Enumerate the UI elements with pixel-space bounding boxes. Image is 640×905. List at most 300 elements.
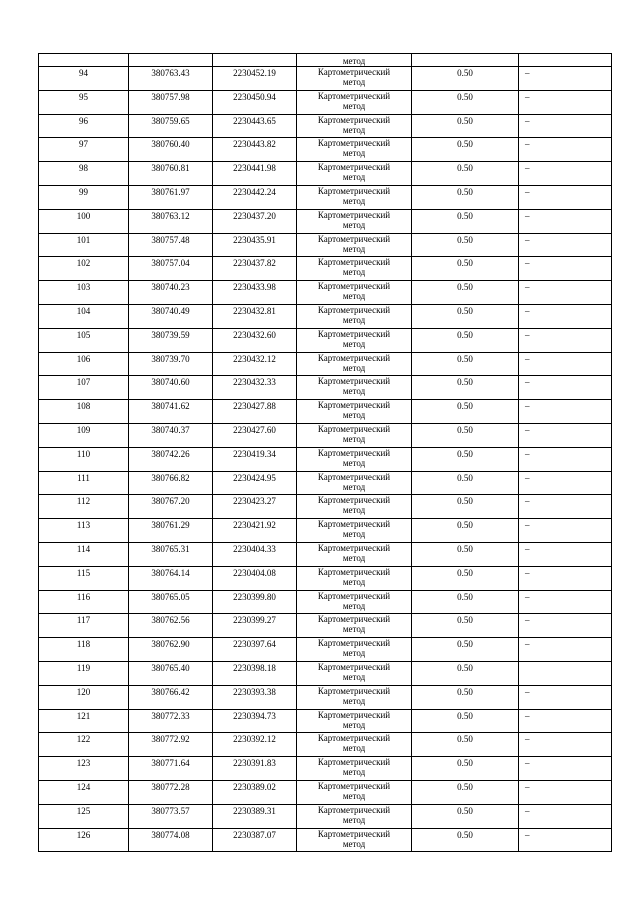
cell-method xyxy=(297,590,412,614)
method-text-line: метод xyxy=(342,838,366,849)
cell-y-coordinate: 2230442.24 xyxy=(213,185,297,209)
cell-x-coordinate: 380757.98 xyxy=(129,90,213,114)
cell-note: – xyxy=(519,423,612,447)
table-row xyxy=(39,257,612,281)
cell-x-coordinate: 380740.60 xyxy=(129,376,213,400)
cell-y-coordinate: 2230450.94 xyxy=(213,90,297,114)
method-text-line: метод xyxy=(342,410,366,421)
cell-point-number: 96 xyxy=(39,114,129,138)
method-text-line: метод xyxy=(342,314,366,325)
method-text-line: Картометрический xyxy=(317,757,391,768)
cell-x-coordinate: 380763.43 xyxy=(129,67,213,91)
cell-method xyxy=(297,90,412,114)
cell-x-coordinate: 380765.31 xyxy=(129,542,213,566)
cell-note: – xyxy=(519,281,612,305)
cell-method xyxy=(297,114,412,138)
cell-x-coordinate: 380740.37 xyxy=(129,423,213,447)
cell-point-number: 109 xyxy=(39,423,129,447)
method-text-line: метод xyxy=(342,386,366,397)
method-text-line: метод xyxy=(342,719,366,730)
cell-method xyxy=(297,733,412,757)
cell-point-number: 126 xyxy=(39,828,129,852)
cell-note: – xyxy=(519,709,612,733)
cell-accuracy: 0.50 xyxy=(412,138,519,162)
cell-y-coordinate: 2230399.80 xyxy=(213,590,297,614)
cell-point-number: 100 xyxy=(39,209,129,233)
cell-accuracy: 0.50 xyxy=(412,67,519,91)
cell-accuracy: 0.50 xyxy=(412,257,519,281)
cell-accuracy: 0.50 xyxy=(412,733,519,757)
cell-accuracy: 0.50 xyxy=(412,400,519,424)
method-text-line: метод xyxy=(342,291,366,302)
cell-note: – xyxy=(519,757,612,781)
cell-y-coordinate: 2230437.82 xyxy=(213,257,297,281)
cell-point-number: 98 xyxy=(39,162,129,186)
method-text-line: метод xyxy=(342,433,366,444)
table-row xyxy=(39,828,612,852)
cell-point-number: 118 xyxy=(39,638,129,662)
cell-y-coordinate: 2230427.60 xyxy=(213,423,297,447)
cell-point-number: 108 xyxy=(39,400,129,424)
method-text-line: метод xyxy=(342,695,366,706)
cell-accuracy xyxy=(412,54,519,67)
cell-y-coordinate: 2230435.91 xyxy=(213,233,297,257)
method-text-line: Картометрический xyxy=(317,542,391,553)
cell-method xyxy=(297,709,412,733)
cell-y-coordinate: 2230443.65 xyxy=(213,114,297,138)
table-row xyxy=(39,661,612,685)
cell-y-coordinate: 2230389.02 xyxy=(213,780,297,804)
table-row xyxy=(39,590,612,614)
cell-y-coordinate: 2230397.64 xyxy=(213,638,297,662)
cell-point-number: 117 xyxy=(39,614,129,638)
cell-note: – xyxy=(519,257,612,281)
cell-accuracy: 0.50 xyxy=(412,685,519,709)
cell-point-number: 111 xyxy=(39,471,129,495)
cell-method xyxy=(297,233,412,257)
cell-point-number: 116 xyxy=(39,590,129,614)
cell-method xyxy=(297,495,412,519)
cell-accuracy: 0.50 xyxy=(412,542,519,566)
table-row xyxy=(39,804,612,828)
method-text-line: Картометрический xyxy=(317,114,391,125)
cell-note: – xyxy=(519,685,612,709)
method-text-line: метод xyxy=(342,338,366,349)
cell-note: – xyxy=(519,590,612,614)
cell-x-coordinate: 380772.33 xyxy=(129,709,213,733)
method-text-line: метод xyxy=(342,172,366,183)
cell-x-coordinate: 380773.57 xyxy=(129,804,213,828)
cell-y-coordinate: 2230432.12 xyxy=(213,352,297,376)
table-row xyxy=(39,67,612,91)
cell-point-number: 107 xyxy=(39,376,129,400)
method-text-line: метод xyxy=(342,195,366,206)
cell-point-number: 103 xyxy=(39,281,129,305)
method-text-line: метод xyxy=(342,600,366,611)
cell-accuracy: 0.50 xyxy=(412,638,519,662)
method-text-line: метод xyxy=(342,124,366,135)
coordinates-table xyxy=(38,53,612,852)
table-row xyxy=(39,566,612,590)
table-row xyxy=(39,114,612,138)
cell-y-coordinate: 2230394.73 xyxy=(213,709,297,733)
method-text-line: метод xyxy=(342,243,366,254)
cell-method xyxy=(297,209,412,233)
cell-x-coordinate: 380740.23 xyxy=(129,281,213,305)
cell-note: – xyxy=(519,328,612,352)
cell-accuracy: 0.50 xyxy=(412,804,519,828)
cell-point-number: 95 xyxy=(39,90,129,114)
method-text-line: Картометрический xyxy=(317,638,391,649)
method-text-line: Картометрический xyxy=(317,519,391,530)
method-text-line: Картометрический xyxy=(317,780,391,791)
cell-method xyxy=(297,257,412,281)
cell-point-number: 94 xyxy=(39,67,129,91)
method-text-line: метод xyxy=(342,77,366,87)
cell-x-coordinate: 380764.14 xyxy=(129,566,213,590)
method-text-line: Картометрический xyxy=(317,828,391,839)
table-row xyxy=(39,447,612,471)
cell-accuracy: 0.50 xyxy=(412,209,519,233)
method-text-line: Картометрический xyxy=(317,352,391,363)
cell-method xyxy=(297,566,412,590)
table-row xyxy=(39,352,612,376)
method-text-line: метод xyxy=(342,505,366,516)
cell-y-coordinate: 2230387.07 xyxy=(213,828,297,852)
cell-note: – xyxy=(519,67,612,91)
cell-point-number: 115 xyxy=(39,566,129,590)
cell-x-coordinate: 380771.64 xyxy=(129,757,213,781)
cell-note: – xyxy=(519,162,612,186)
cell-note: – xyxy=(519,138,612,162)
cell-y-coordinate: 2230421.92 xyxy=(213,519,297,543)
method-text-line: Картометрический xyxy=(317,733,391,744)
cell-note: – xyxy=(519,90,612,114)
cell-note: – xyxy=(519,114,612,138)
cell-y-coordinate: 2230391.83 xyxy=(213,757,297,781)
cell-point-number: 101 xyxy=(39,233,129,257)
cell-x-coordinate: 380739.70 xyxy=(129,352,213,376)
table-row xyxy=(39,471,612,495)
cell-point-number: 102 xyxy=(39,257,129,281)
cell-x-coordinate: 380757.48 xyxy=(129,233,213,257)
cell-y-coordinate xyxy=(213,54,297,67)
cell-accuracy: 0.50 xyxy=(412,423,519,447)
cell-x-coordinate: 380759.65 xyxy=(129,114,213,138)
cell-y-coordinate: 2230443.82 xyxy=(213,138,297,162)
cell-method: метод xyxy=(297,54,412,67)
cell-accuracy: 0.50 xyxy=(412,566,519,590)
method-text-line: Картометрический xyxy=(317,90,391,101)
cell-accuracy: 0.50 xyxy=(412,352,519,376)
cell-accuracy: 0.50 xyxy=(412,495,519,519)
cell-y-coordinate: 2230433.98 xyxy=(213,281,297,305)
cell-method xyxy=(297,638,412,662)
cell-x-coordinate: 380766.42 xyxy=(129,685,213,709)
method-text-line: метод xyxy=(342,100,366,111)
cell-note: – xyxy=(519,233,612,257)
cell-x-coordinate: 380772.28 xyxy=(129,780,213,804)
cell-y-coordinate: 2230399.27 xyxy=(213,614,297,638)
cell-note: – xyxy=(519,519,612,543)
cell-x-coordinate: 380742.26 xyxy=(129,447,213,471)
cell-point-number: 97 xyxy=(39,138,129,162)
cell-x-coordinate: 380740.49 xyxy=(129,304,213,328)
cell-method xyxy=(297,281,412,305)
table-row xyxy=(39,304,612,328)
cell-y-coordinate: 2230432.81 xyxy=(213,304,297,328)
cell-point-number: 123 xyxy=(39,757,129,781)
cell-method xyxy=(297,304,412,328)
cell-accuracy: 0.50 xyxy=(412,709,519,733)
cell-method xyxy=(297,376,412,400)
cell-method xyxy=(297,67,412,91)
table-row xyxy=(39,542,612,566)
cell-x-coordinate: 380763.12 xyxy=(129,209,213,233)
cell-x-coordinate: 380760.40 xyxy=(129,138,213,162)
method-text-line: метод xyxy=(342,743,366,754)
table-row xyxy=(39,138,612,162)
cell-method xyxy=(297,138,412,162)
cell-method xyxy=(297,447,412,471)
cell-point-number: 119 xyxy=(39,661,129,685)
method-text-line: метод xyxy=(342,648,366,659)
table-row xyxy=(39,709,612,733)
method-text-line: Картометрический xyxy=(317,495,391,506)
cell-method xyxy=(297,542,412,566)
method-text-line: Картометрический xyxy=(317,400,391,411)
method-text-line: метод xyxy=(342,362,366,373)
cell-note: – xyxy=(519,780,612,804)
table-row xyxy=(39,90,612,114)
cell-method xyxy=(297,328,412,352)
cell-accuracy: 0.50 xyxy=(412,447,519,471)
method-text-line: метод xyxy=(342,576,366,587)
method-text-line: Картометрический xyxy=(317,447,391,458)
table-row xyxy=(39,162,612,186)
cell-y-coordinate: 2230424.95 xyxy=(213,471,297,495)
cell-x-coordinate xyxy=(129,54,213,67)
cell-point-number: 112 xyxy=(39,495,129,519)
cell-method xyxy=(297,352,412,376)
method-text-line: Картометрический xyxy=(317,209,391,220)
cell-y-coordinate: 2230437.20 xyxy=(213,209,297,233)
cell-x-coordinate: 380757.04 xyxy=(129,257,213,281)
table-row xyxy=(39,780,612,804)
cell-y-coordinate: 2230432.33 xyxy=(213,376,297,400)
table-row xyxy=(39,209,612,233)
method-text-line: Картометрический xyxy=(317,257,391,268)
table-row xyxy=(39,614,612,638)
cell-note: – xyxy=(519,566,612,590)
cell-method xyxy=(297,804,412,828)
method-text-line: Картометрический xyxy=(317,162,391,173)
cell-method xyxy=(297,828,412,852)
table-row xyxy=(39,328,612,352)
cell-accuracy: 0.50 xyxy=(412,233,519,257)
cell-note: – xyxy=(519,209,612,233)
method-text-line: метод xyxy=(342,481,366,492)
method-text-line: Картометрический xyxy=(317,328,391,339)
cell-accuracy: 0.50 xyxy=(412,281,519,305)
cell-method xyxy=(297,757,412,781)
cell-method xyxy=(297,185,412,209)
method-text-line: Картометрический xyxy=(317,138,391,149)
method-text-line: Картометрический xyxy=(317,566,391,577)
cell-accuracy: 0.50 xyxy=(412,376,519,400)
method-text-line: Картометрический xyxy=(317,804,391,815)
method-text-line: Картометрический xyxy=(317,471,391,482)
table-row xyxy=(39,281,612,305)
cell-method xyxy=(297,423,412,447)
method-text-line: Картометрический xyxy=(317,304,391,315)
cell-x-coordinate: 380774.08 xyxy=(129,828,213,852)
cell-point-number: 122 xyxy=(39,733,129,757)
table-row xyxy=(39,233,612,257)
method-text-line: Картометрический xyxy=(317,281,391,292)
cell-note: – xyxy=(519,185,612,209)
method-text-line: метод xyxy=(342,624,366,635)
cell-accuracy: 0.50 xyxy=(412,780,519,804)
method-text-line: метод xyxy=(342,148,366,159)
method-text-line: метод xyxy=(342,814,366,825)
table-row xyxy=(39,423,612,447)
cell-y-coordinate: 2230427.88 xyxy=(213,400,297,424)
cell-point-number: 125 xyxy=(39,804,129,828)
method-text-line: метод xyxy=(342,790,366,801)
cell-method xyxy=(297,685,412,709)
method-text-line: Картометрический xyxy=(317,423,391,434)
cell-note: – xyxy=(519,638,612,662)
cell-x-coordinate: 380772.92 xyxy=(129,733,213,757)
cell-y-coordinate: 2230404.33 xyxy=(213,542,297,566)
table-row xyxy=(39,519,612,543)
cell-note: – xyxy=(519,304,612,328)
cell-point-number: 104 xyxy=(39,304,129,328)
method-text-line: Картометрический xyxy=(317,67,391,77)
cell-y-coordinate: 2230432.60 xyxy=(213,328,297,352)
cell-note: – xyxy=(519,495,612,519)
cell-x-coordinate: 380766.82 xyxy=(129,471,213,495)
cell-note: – xyxy=(519,733,612,757)
method-text-line: Картометрический xyxy=(317,376,391,387)
table-row xyxy=(39,185,612,209)
cell-accuracy: 0.50 xyxy=(412,519,519,543)
table-row xyxy=(39,685,612,709)
cell-method xyxy=(297,661,412,685)
cell-note xyxy=(519,661,612,685)
cell-point-number: 113 xyxy=(39,519,129,543)
cell-y-coordinate: 2230404.08 xyxy=(213,566,297,590)
cell-accuracy: 0.50 xyxy=(412,90,519,114)
cell-accuracy: 0.50 xyxy=(412,828,519,852)
cell-x-coordinate: 380761.97 xyxy=(129,185,213,209)
method-text-line: метод xyxy=(342,767,366,778)
method-text-line: метод xyxy=(342,219,366,230)
cell-accuracy: 0.50 xyxy=(412,185,519,209)
cell-method xyxy=(297,471,412,495)
method-text-line: Картометрический xyxy=(317,614,391,625)
method-text-line: метод xyxy=(342,671,366,682)
cell-x-coordinate: 380762.56 xyxy=(129,614,213,638)
method-text-line: метод xyxy=(342,267,366,278)
table-row xyxy=(39,376,612,400)
cell-point-number: 124 xyxy=(39,780,129,804)
cell-note: – xyxy=(519,804,612,828)
cell-y-coordinate: 2230452.19 xyxy=(213,67,297,91)
cell-accuracy: 0.50 xyxy=(412,114,519,138)
cell-y-coordinate: 2230392.12 xyxy=(213,733,297,757)
cell-method xyxy=(297,519,412,543)
method-text-line: Картометрический xyxy=(317,185,391,196)
cell-note: – xyxy=(519,614,612,638)
cell-point-number xyxy=(39,54,129,67)
cell-y-coordinate: 2230423.27 xyxy=(213,495,297,519)
method-text-line: Картометрический xyxy=(317,709,391,720)
cell-x-coordinate: 380739.59 xyxy=(129,328,213,352)
cell-point-number: 120 xyxy=(39,685,129,709)
table-row xyxy=(39,400,612,424)
cell-note xyxy=(519,54,612,67)
cell-note: – xyxy=(519,542,612,566)
cell-point-number: 106 xyxy=(39,352,129,376)
cell-note: – xyxy=(519,400,612,424)
method-text-line: метод xyxy=(342,552,366,563)
method-text-line: Картометрический xyxy=(317,590,391,601)
cell-x-coordinate: 380760.81 xyxy=(129,162,213,186)
cell-note: – xyxy=(519,352,612,376)
cell-accuracy: 0.50 xyxy=(412,614,519,638)
method-text-line: метод xyxy=(342,529,366,540)
cell-y-coordinate: 2230441.98 xyxy=(213,162,297,186)
method-text-line: Картометрический xyxy=(317,233,391,244)
cell-note: – xyxy=(519,447,612,471)
cell-y-coordinate: 2230419.34 xyxy=(213,447,297,471)
coordinates-table-body xyxy=(39,54,612,852)
method-text-line: Картометрический xyxy=(317,685,391,696)
table-row xyxy=(39,757,612,781)
cell-point-number: 105 xyxy=(39,328,129,352)
cell-note: – xyxy=(519,471,612,495)
cell-y-coordinate: 2230389.31 xyxy=(213,804,297,828)
cell-accuracy: 0.50 xyxy=(412,304,519,328)
continued-row xyxy=(39,54,612,67)
cell-method xyxy=(297,400,412,424)
cell-y-coordinate: 2230398.18 xyxy=(213,661,297,685)
cell-note: – xyxy=(519,376,612,400)
table-row xyxy=(39,495,612,519)
cell-x-coordinate: 380767.20 xyxy=(129,495,213,519)
cell-x-coordinate: 380761.29 xyxy=(129,519,213,543)
cell-point-number: 99 xyxy=(39,185,129,209)
cell-point-number: 114 xyxy=(39,542,129,566)
cell-accuracy: 0.50 xyxy=(412,471,519,495)
cell-y-coordinate: 2230393.38 xyxy=(213,685,297,709)
cell-x-coordinate: 380762.90 xyxy=(129,638,213,662)
method-text-line: метод xyxy=(342,457,366,468)
cell-point-number: 121 xyxy=(39,709,129,733)
cell-accuracy: 0.50 xyxy=(412,661,519,685)
table-row xyxy=(39,733,612,757)
table-row xyxy=(39,638,612,662)
cell-note: – xyxy=(519,828,612,852)
cell-x-coordinate: 380765.05 xyxy=(129,590,213,614)
cell-x-coordinate: 380741.62 xyxy=(129,400,213,424)
cell-point-number: 110 xyxy=(39,447,129,471)
method-text-line: Картометрический xyxy=(317,661,391,672)
cell-accuracy: 0.50 xyxy=(412,328,519,352)
cell-method xyxy=(297,162,412,186)
